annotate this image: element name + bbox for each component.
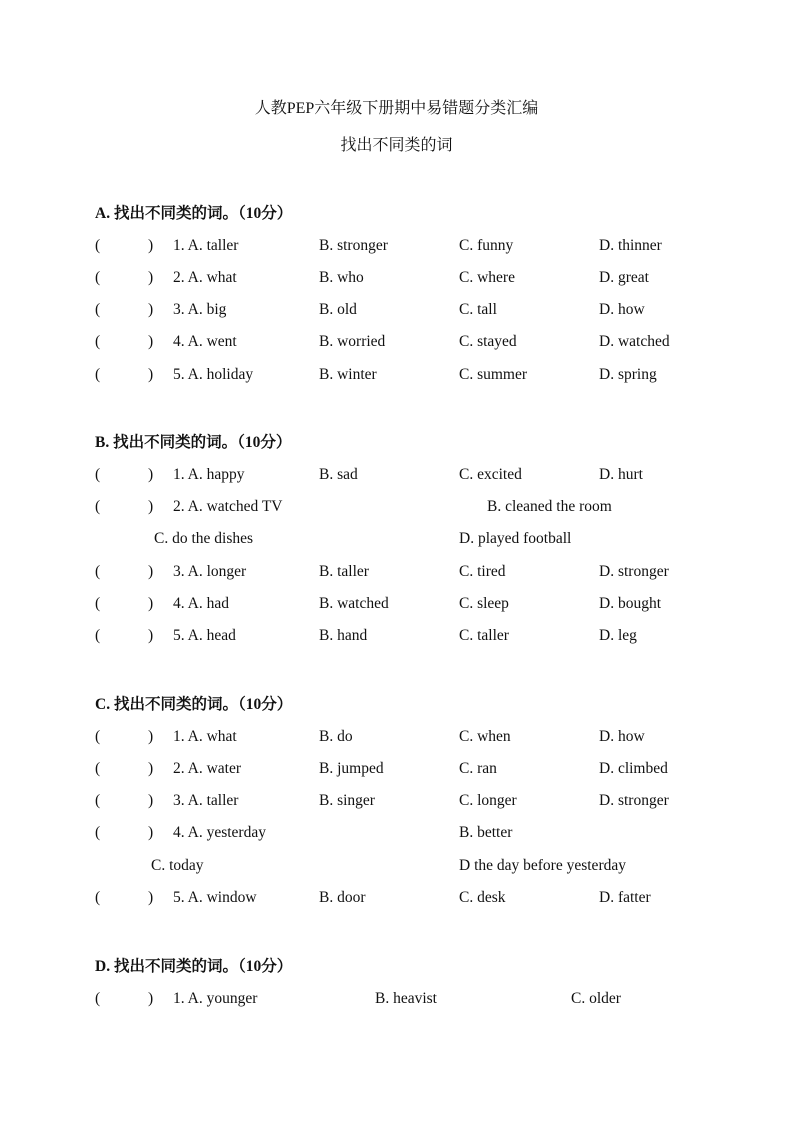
option-b: B. door: [319, 889, 366, 906]
option-b: B. cleaned the room: [487, 498, 612, 515]
option-b: B. old: [319, 301, 357, 318]
question-row: [0, 760, 793, 782]
answer-paren-open: (: [95, 728, 101, 745]
option-d: D. watched: [599, 333, 670, 350]
option-a: 5. A. holiday: [173, 366, 254, 383]
answer-paren-close: ): [148, 466, 154, 483]
option-c: C. when: [459, 728, 511, 745]
option-a: 5. A. window: [173, 889, 257, 906]
section-c-heading: C. 找出不同类的词。（10分）: [95, 696, 293, 713]
question-row: [0, 595, 793, 617]
section-a-heading: A. 找出不同类的词。（10分）: [95, 205, 293, 222]
answer-paren-open: (: [95, 990, 101, 1007]
option-d: D. great: [599, 269, 649, 286]
option-b: B. singer: [319, 792, 375, 809]
answer-paren-close: ): [148, 333, 154, 350]
question-row: [0, 498, 793, 520]
option-c: C. tall: [459, 301, 497, 318]
answer-paren-close: ): [148, 792, 154, 809]
question-row: [0, 237, 793, 259]
answer-paren-open: (: [95, 269, 101, 286]
option-d: D. hurt: [599, 466, 643, 483]
answer-paren-close: ): [148, 990, 154, 1007]
option-b: B. heavist: [375, 990, 437, 1007]
option-b: B. worried: [319, 333, 386, 350]
page-subtitle: 找出不同类的词: [340, 137, 453, 154]
answer-paren-open: (: [95, 627, 101, 644]
option-d: D. stronger: [599, 563, 669, 580]
question-row: [0, 990, 793, 1012]
question-row: [0, 269, 793, 291]
option-a: 4. A. went: [173, 333, 237, 350]
option-b: B. winter: [319, 366, 377, 383]
answer-paren-open: (: [95, 824, 101, 841]
option-b: B. do: [319, 728, 353, 745]
option-c: C. today: [151, 857, 204, 874]
section-d-heading: D. 找出不同类的词。（10分）: [95, 958, 293, 975]
option-a: 2. A. watched TV: [173, 498, 283, 515]
page-title: 人教PEP六年级下册期中易错题分类汇编: [254, 100, 539, 117]
answer-paren-open: (: [95, 301, 101, 318]
option-d: D the day before yesterday: [459, 857, 626, 874]
answer-paren-close: ): [148, 563, 154, 580]
option-d: D. thinner: [599, 237, 662, 254]
option-d: D. how: [599, 301, 645, 318]
option-a: 3. A. big: [173, 301, 227, 318]
option-c: C. longer: [459, 792, 517, 809]
option-b: B. taller: [319, 563, 369, 580]
answer-paren-close: ): [148, 301, 154, 318]
answer-paren-open: (: [95, 366, 101, 383]
option-a: 1. A. happy: [173, 466, 245, 483]
question-row: [0, 792, 793, 814]
option-a: 4. A. had: [173, 595, 229, 612]
option-b: B. who: [319, 269, 364, 286]
option-b: B. stronger: [319, 237, 388, 254]
option-c: C. ran: [459, 760, 497, 777]
answer-paren-open: (: [95, 237, 101, 254]
answer-paren-close: ): [148, 627, 154, 644]
answer-paren-close: ): [148, 269, 154, 286]
option-c: C. sleep: [459, 595, 509, 612]
option-d: D. stronger: [599, 792, 669, 809]
option-b: B. watched: [319, 595, 389, 612]
option-b: B. better: [459, 824, 513, 841]
option-c: C. taller: [459, 627, 509, 644]
answer-paren-close: ): [148, 595, 154, 612]
option-a: 3. A. longer: [173, 563, 247, 580]
option-a: 2. A. what: [173, 269, 237, 286]
option-c: C. summer: [459, 366, 528, 383]
question-row: [0, 301, 793, 323]
question-row: [0, 889, 793, 911]
question-row: [0, 366, 793, 388]
section-b-heading: B. 找出不同类的词。（10分）: [95, 434, 292, 451]
option-c: C. desk: [459, 889, 506, 906]
option-a: 4. A. yesterday: [173, 824, 266, 841]
answer-paren-open: (: [95, 889, 101, 906]
answer-paren-close: ): [148, 498, 154, 515]
answer-paren-open: (: [95, 595, 101, 612]
option-d: D. climbed: [599, 760, 668, 777]
option-d: D. leg: [599, 627, 637, 644]
option-a: 1. A. younger: [173, 990, 258, 1007]
answer-paren-open: (: [95, 760, 101, 777]
answer-paren-open: (: [95, 333, 101, 350]
option-a: 3. A. taller: [173, 792, 239, 809]
answer-paren-close: ): [148, 728, 154, 745]
answer-paren-open: (: [95, 563, 101, 580]
option-a: 1. A. what: [173, 728, 237, 745]
option-b: B. sad: [319, 466, 358, 483]
answer-paren-open: (: [95, 466, 101, 483]
option-a: 1. A. taller: [173, 237, 239, 254]
answer-paren-open: (: [95, 498, 101, 515]
option-c: C. stayed: [459, 333, 517, 350]
option-c: C. older: [571, 990, 621, 1007]
question-row: [0, 466, 793, 488]
question-row: [0, 563, 793, 585]
option-d: D. spring: [599, 366, 657, 383]
option-c: C. where: [459, 269, 515, 286]
question-row: [0, 728, 793, 750]
option-c: C. funny: [459, 237, 514, 254]
option-a: 5. A. head: [173, 627, 236, 644]
option-a: 2. A. water: [173, 760, 242, 777]
answer-paren-close: ): [148, 237, 154, 254]
answer-paren-close: ): [148, 889, 154, 906]
option-c: C. excited: [459, 466, 522, 483]
option-d: D. how: [599, 728, 645, 745]
answer-paren-open: (: [95, 792, 101, 809]
option-b: B. jumped: [319, 760, 384, 777]
option-d: D. fatter: [599, 889, 651, 906]
answer-paren-close: ): [148, 824, 154, 841]
question-row-continued: [0, 530, 793, 552]
question-row: [0, 824, 793, 846]
question-row: [0, 333, 793, 355]
option-c: C. do the dishes: [154, 530, 254, 547]
question-row: [0, 627, 793, 649]
option-d: D. played football: [459, 530, 572, 547]
answer-paren-close: ): [148, 760, 154, 777]
question-row-continued: [0, 857, 793, 879]
option-c: C. tired: [459, 563, 506, 580]
answer-paren-close: ): [148, 366, 154, 383]
option-d: D. bought: [599, 595, 661, 612]
option-b: B. hand: [319, 627, 368, 644]
